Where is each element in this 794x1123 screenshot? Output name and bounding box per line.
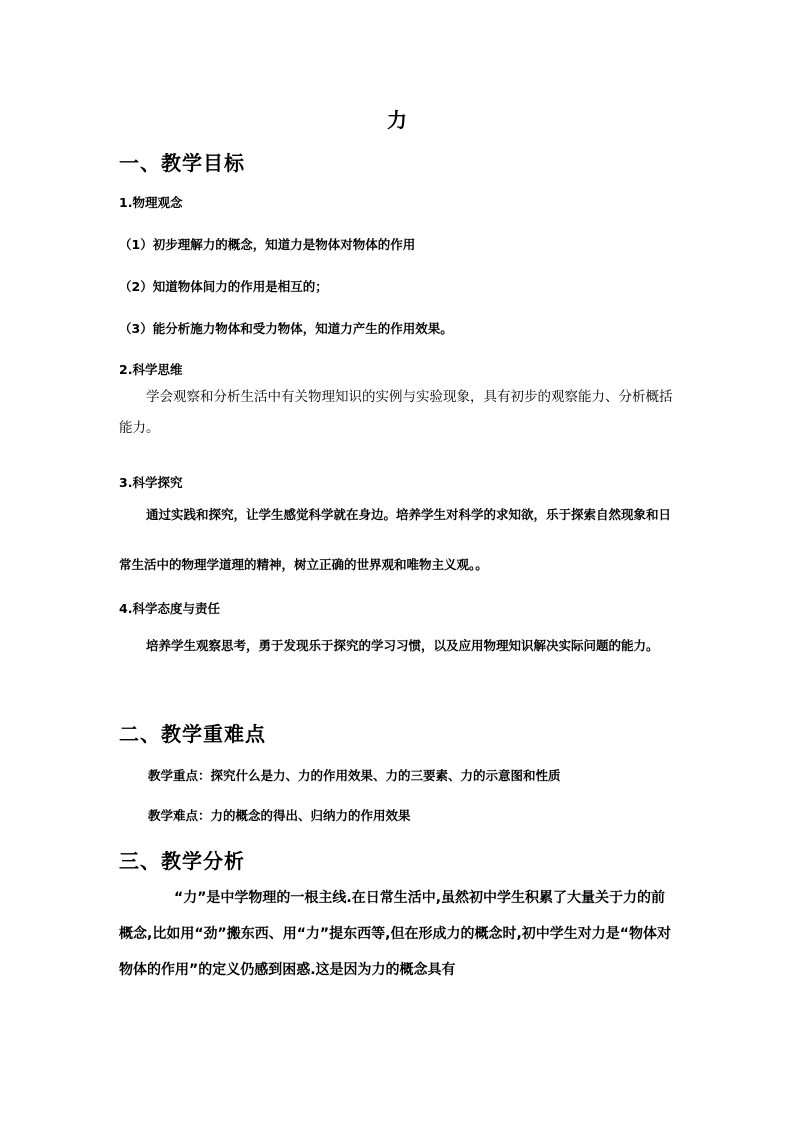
section-heading-key-difficult: 二、教学重难点 — [119, 722, 266, 746]
objective-item-3: （3）能分析施力物体和受力物体，知道力产生的作用效果。 — [119, 321, 453, 336]
teaching-difficult-points: 教学难点：力的概念的得出、归纳力的作用效果 — [148, 808, 411, 823]
objective-item-2: （2）知道物体间力的作用是相互的； — [119, 279, 328, 294]
objective-item-1: （1）初步理解力的概念，知道力是物体对物体的作用 — [119, 237, 416, 252]
teaching-key-points: 教学重点：探究什么是力、力的作用效果、力的三要素、力的示意图和性质 — [148, 768, 561, 783]
subheading-physics-concept: 1.物理观念 — [119, 195, 183, 210]
subheading-attitude-responsibility: 4.科学态度与责任 — [119, 601, 220, 616]
scientific-inquiry-text: 通过实践和探究，让学生感觉科学就在身边。培养学生对科学的求知欲，乐于探索自然现象和日常生活中的物理学道理的精神，树立正确的世界观和唯物主义观。。 — [119, 507, 672, 572]
section-heading-objectives: 一、教学目标 — [119, 151, 245, 175]
document-title: 力 — [387, 108, 407, 132]
attitude-responsibility-text: 培养学生观察思考，勇于发现乐于探究的学习习惯，以及应用物理知识解决实际问题的能力。 — [146, 638, 659, 653]
subheading-scientific-thinking: 2.科学思维 — [119, 362, 183, 377]
section-heading-analysis: 三、教学分析 — [119, 849, 245, 873]
scientific-thinking-text: 学会观察和分析生活中有关物理知识的实例与实验现象，具有初步的观察能力、分析概括能力。 — [119, 389, 673, 436]
analysis-text: “力”是中学物理的一根主线.在日常生活中,虽然初中学生积累了大量关于力的前概念,比如用“劲”搬东西、用“力”提东西等,但在形成力的概念时,初中学生对力是“物体对物体的作用”的定义仍感到困惑.这是因为力的概念具有 — [119, 890, 671, 978]
subheading-scientific-inquiry: 3.科学探究 — [119, 475, 183, 490]
